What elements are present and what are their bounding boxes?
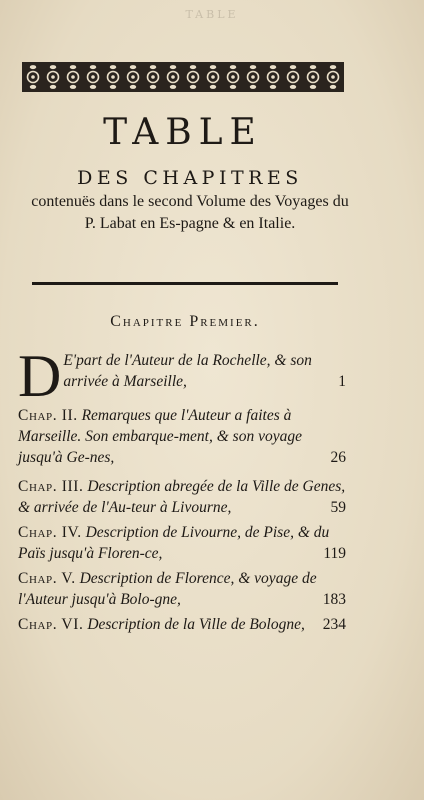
chapter-heading: Chapitre Premier. xyxy=(110,313,260,330)
chapter-entry-page: 1 xyxy=(338,373,346,390)
chapter-list xyxy=(18,343,346,635)
chapter-entry-page: 183 xyxy=(322,591,346,608)
chapter-entry-text: Description abregée de la Ville de Genes, & arrivée de l'Au-teur à Livourne, xyxy=(18,478,346,516)
chapter-entry-1 xyxy=(18,343,346,409)
chapter-entry-3 xyxy=(18,476,346,518)
ornament-band xyxy=(22,62,344,92)
divider-rule xyxy=(32,282,338,285)
chapter-entry-label: Chap. IV. xyxy=(18,524,82,541)
chapter-entry-2 xyxy=(18,405,346,468)
page-subtitle: DES CHAPITRES xyxy=(77,167,303,189)
page-title: TABLE xyxy=(103,112,263,153)
page-description: contenuës dans le second Volume des Voyages du P. Labat en Es-pagne & en Italie. xyxy=(31,193,349,232)
chapter-entry-page: 26 xyxy=(330,449,346,466)
bleed-through-text: TABLE xyxy=(185,8,239,21)
chapter-entry-text: Description de la Ville de Bologne, xyxy=(87,616,305,633)
chapter-entry-6 xyxy=(18,614,346,635)
chapter-entry-label: Chap. VI. xyxy=(18,616,84,633)
chapter-entry-5 xyxy=(18,568,346,610)
drop-cap: D xyxy=(18,343,62,409)
chapter-entry-text: Description de Livourne, de Pise, & du Païs jusqu'à Floren-ce, xyxy=(18,524,330,562)
chapter-entry-label: Chap. III. xyxy=(18,478,84,495)
chapter-entry-label: Chap. V. xyxy=(18,570,76,587)
chapter-entry-label: Chap. II. xyxy=(18,407,78,424)
chapter-entry-text: E'part de l'Auteur de la Rochelle, & son arrivée à Marseille, xyxy=(63,352,312,390)
chapter-entry-page: 234 xyxy=(322,616,346,633)
chapter-entry-page: 59 xyxy=(330,499,346,516)
chapter-entry-page: 119 xyxy=(323,545,346,562)
chapter-entry-4 xyxy=(18,522,346,564)
chapter-entry-text: Remarques que l'Auteur a faites à Marseille. Son embarque-ment, & son voyage jusqu'à Ge-nes, xyxy=(18,407,302,466)
chapter-entry-text: Description de Florence, & voyage de l'Auteur jusqu'à Bolo-gne, xyxy=(18,570,317,608)
